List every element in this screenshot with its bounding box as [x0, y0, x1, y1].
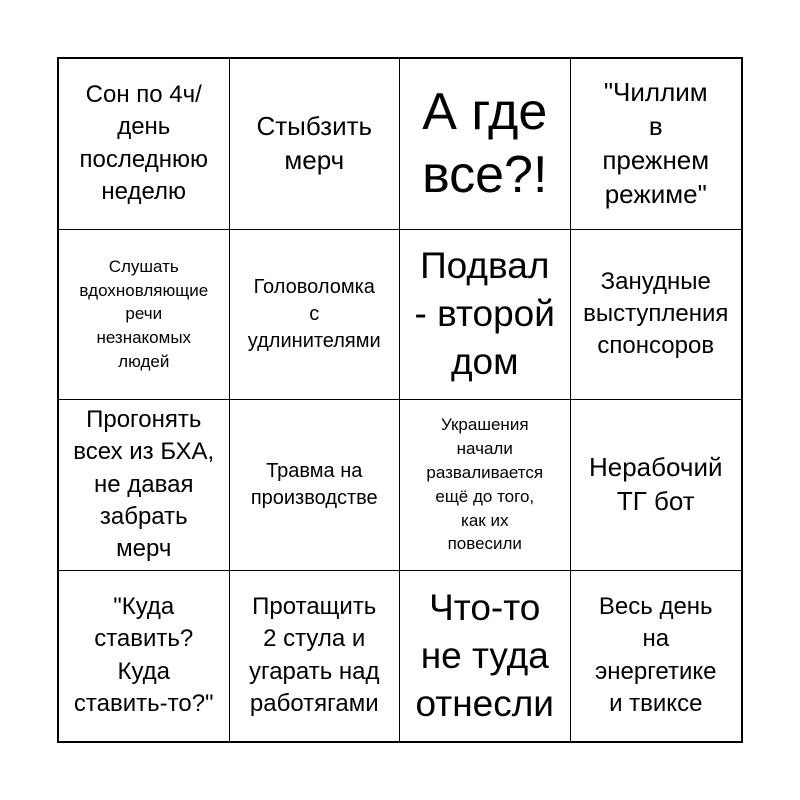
- bingo-cell[interactable]: Прогонять всех из БХА, не давая забрать мерч: [59, 400, 230, 571]
- bingo-cell[interactable]: Нерабочий ТГ бот: [571, 400, 742, 571]
- bingo-cell[interactable]: Занудные выступления спонсоров: [571, 230, 742, 401]
- bingo-cell[interactable]: Протащить 2 стула и угарать над работягами: [230, 571, 401, 742]
- bingo-cell[interactable]: Травма на производстве: [230, 400, 401, 571]
- bingo-cell[interactable]: Что-то не туда отнесли: [400, 571, 571, 742]
- bingo-cell[interactable]: Головоломка с удлинителями: [230, 230, 401, 401]
- bingo-cell[interactable]: Слушать вдохновляющие речи незнакомых людей: [59, 230, 230, 401]
- bingo-cell[interactable]: "Куда ставить? Куда ставить-то?": [59, 571, 230, 742]
- bingo-cell[interactable]: Стыбзить мерч: [230, 59, 401, 230]
- bingo-cell[interactable]: "Чиллим в прежнем режиме": [571, 59, 742, 230]
- bingo-board: [57, 57, 743, 743]
- bingo-cell[interactable]: Украшения начали разваливается ещё до того, как их повесили: [400, 400, 571, 571]
- bingo-cell[interactable]: Подвал - второй дом: [400, 230, 571, 401]
- bingo-cell[interactable]: А где все?!: [400, 59, 571, 230]
- bingo-cell[interactable]: Весь день на энергетике и твиксе: [595, 592, 717, 718]
- bingo-cell[interactable]: Сон по 4ч/ день последнюю неделю: [59, 59, 230, 230]
